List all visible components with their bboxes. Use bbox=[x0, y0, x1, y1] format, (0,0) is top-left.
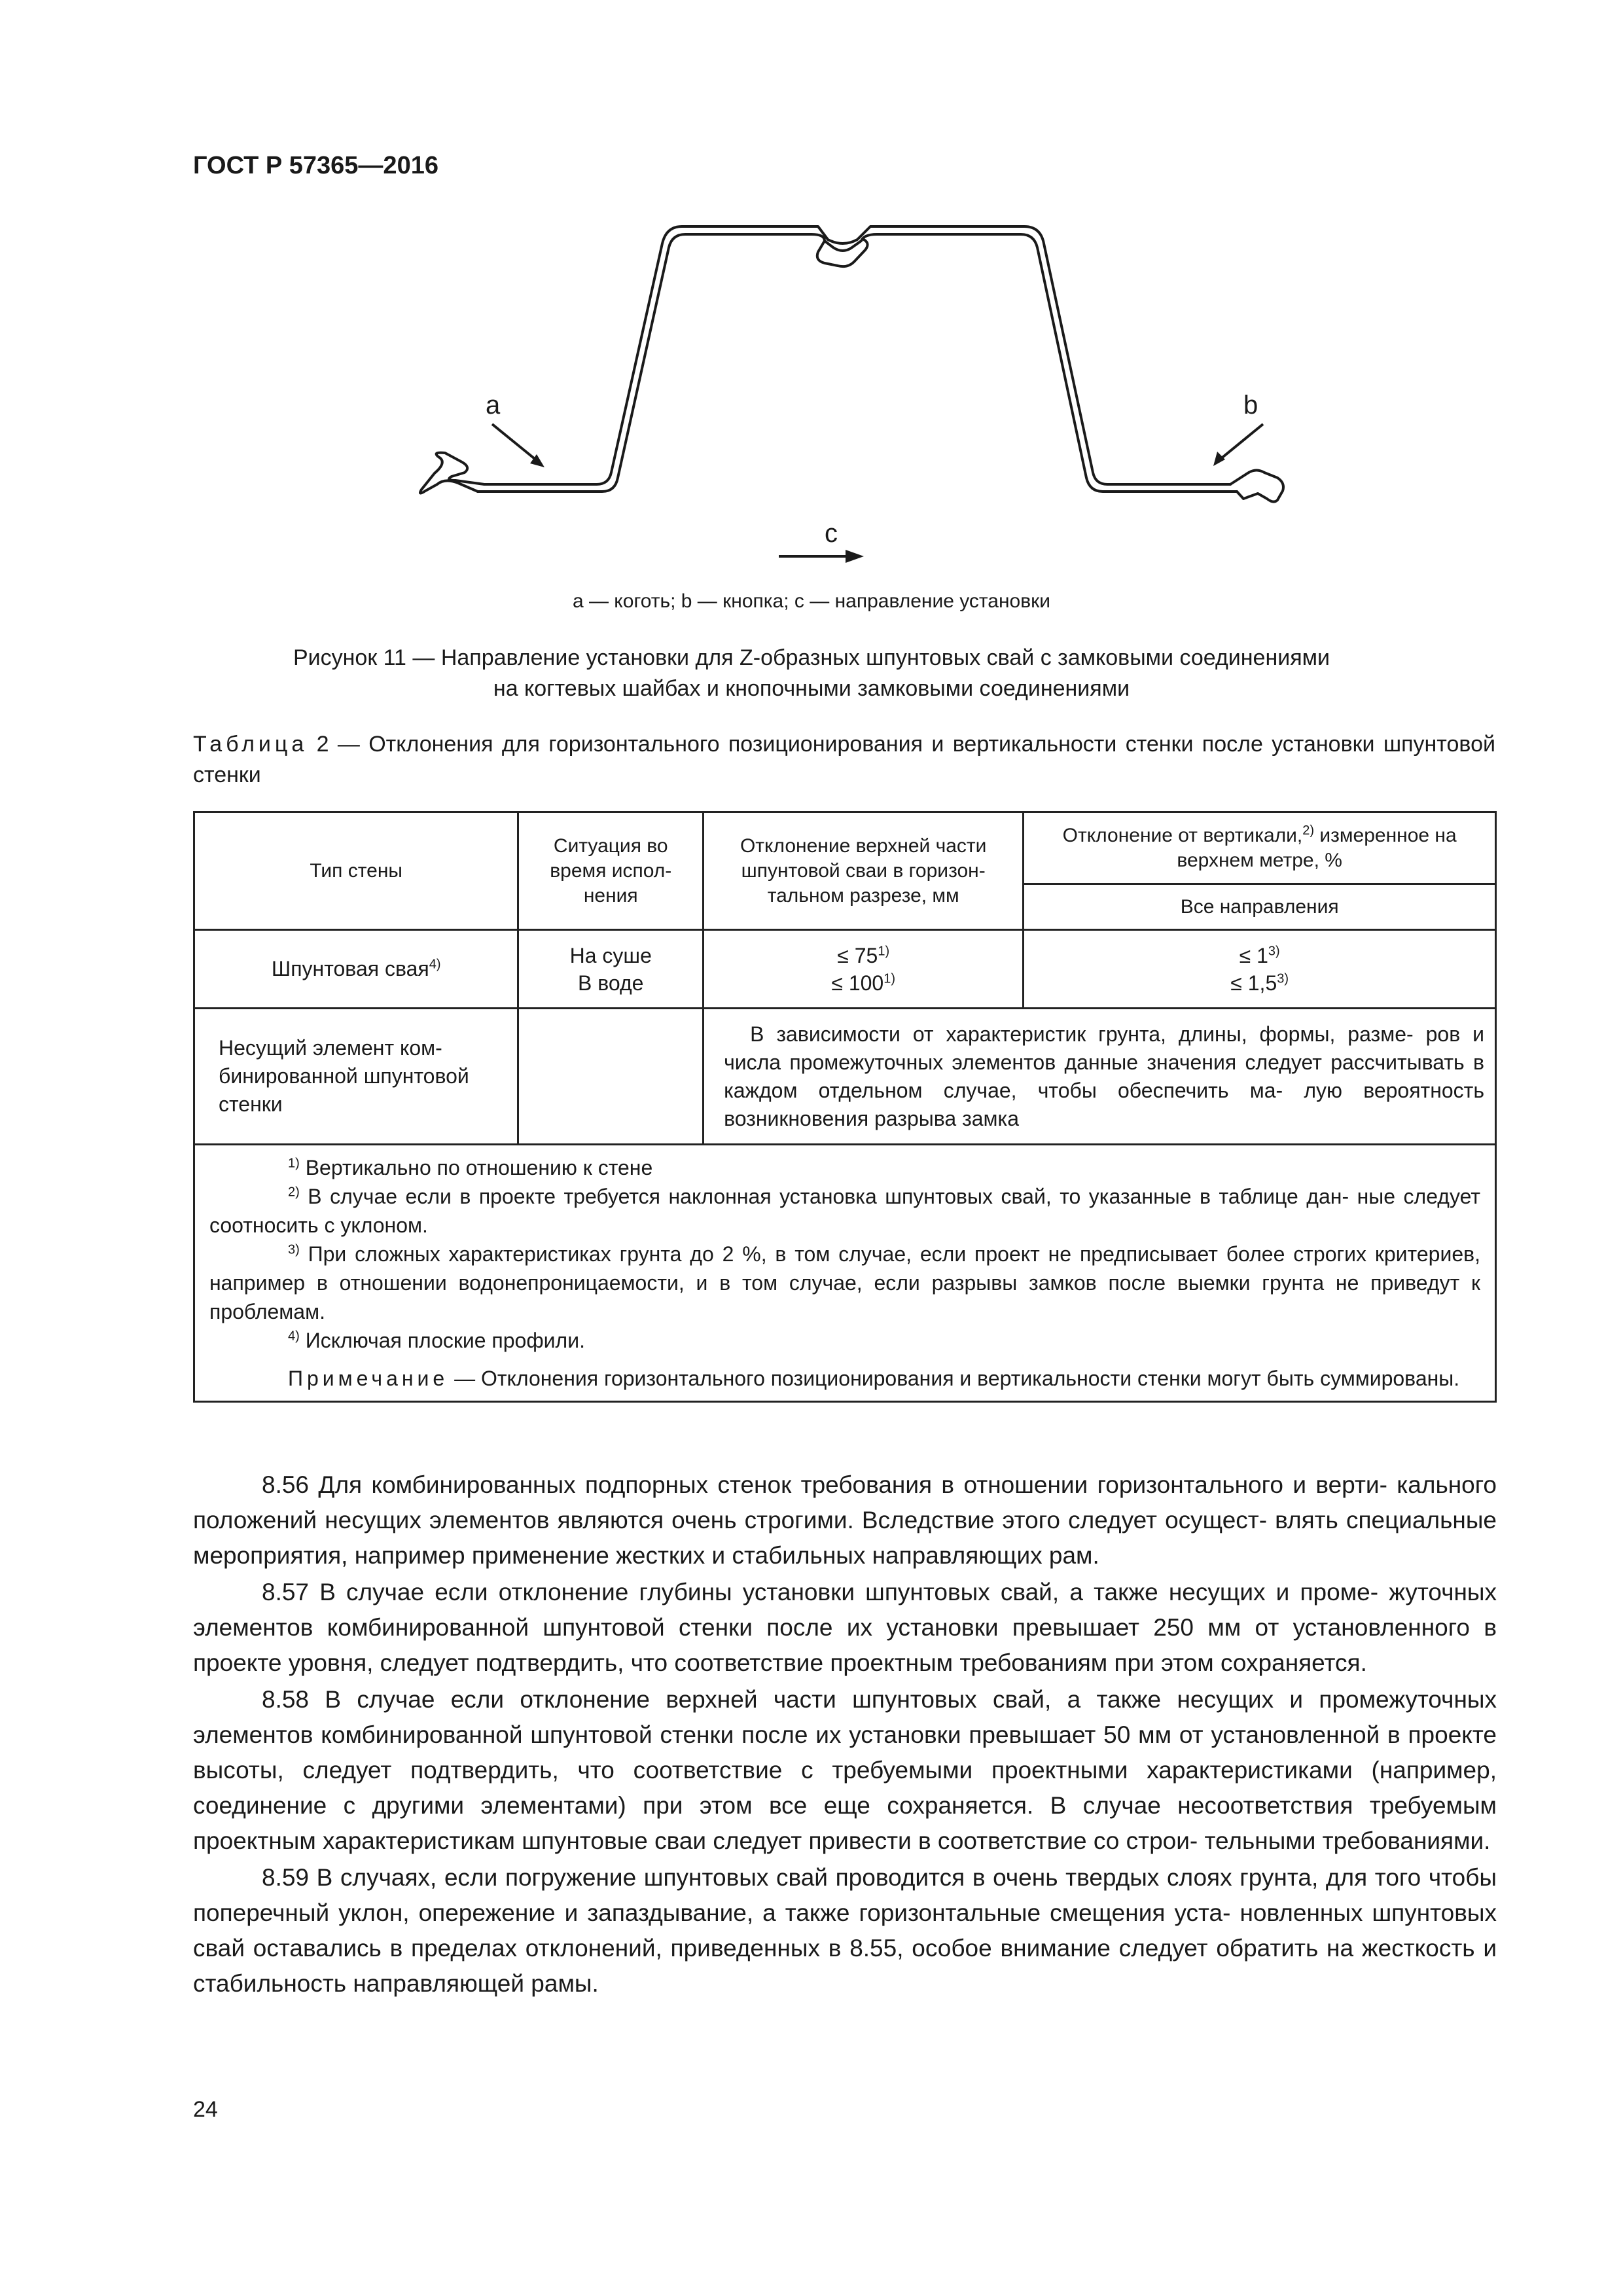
row1-top-2 bbox=[704, 969, 1022, 997]
table-note bbox=[209, 1364, 1480, 1393]
label-a: a bbox=[486, 391, 501, 420]
row1-top-2-text: ≤ 100 bbox=[831, 971, 884, 995]
arrow-a-line bbox=[492, 424, 538, 461]
row1-vert-1 bbox=[1024, 942, 1495, 969]
paragraph-8-58: 8.58 В случае если отклонение верхней части шпунтовых свай, а также несущих и промежуточных элементов комбинированной шпунтовой стенки после их установки превышает 50 мм от установленной в проекте высоты, следует подтвердить, что соответствие с требуемыми проектными характеристиками (например, соединение с другими элементами) при этом все еще сохраняется. В случае несоответствия требуемым проектным характеристикам шпунтовые сваи следует привести в соответствие со строи- тельными требованиями. bbox=[193, 1686, 1497, 1854]
footnote-3-text: При сложных характеристиках грунта до 2 %, в том случае, если проект не предписывает более строгих критериев, например в отношении водонепроницаемости, и в том случае, если разрывы замков после выемки грунта не приведут к проблемам. bbox=[209, 1242, 1480, 1323]
footnote-1 bbox=[209, 1153, 1480, 1182]
body-text bbox=[193, 1467, 1497, 2003]
row1-vert-1-sup: 3) bbox=[1268, 943, 1280, 958]
row2-merged-text: В зависимости от характеристик грунта, длины, формы, разме- ров и числа промежуточных элементов данные значения следует рассчитывать в каждом отдельном случае, чтобы обеспечить ма- лую вероятность возникновения разрыва замка bbox=[704, 1009, 1496, 1145]
footnote-1-text: Вертикально по отношению к стене bbox=[299, 1156, 653, 1179]
deviations-table bbox=[193, 811, 1497, 1403]
row1-vertical bbox=[1024, 930, 1496, 1009]
figure-caption bbox=[0, 643, 1623, 704]
footnote-2-mark: 2) bbox=[288, 1185, 300, 1200]
table-note-label: Примечание bbox=[288, 1367, 449, 1390]
header-vertical-main: Отклонение от вертикали, bbox=[1062, 824, 1303, 846]
sheet-pile-figure bbox=[366, 216, 1387, 569]
footnote-2 bbox=[209, 1182, 1480, 1240]
footnote-2-text: В случае если в проекте требуется наклонная установка шпунтовых свай, то указанные в таблице дан- ные следует соотносить с уклоном. bbox=[209, 1185, 1480, 1237]
label-c: c bbox=[825, 519, 838, 548]
label-b: b bbox=[1243, 391, 1258, 420]
row1-vert-2-sup: 3) bbox=[1277, 971, 1289, 986]
figure-legend: а — коготь; b — кнопка; с — направление установки bbox=[572, 590, 1051, 612]
header-wall-type: Тип стены bbox=[194, 812, 518, 930]
table-note-text: — Отклонения горизонтального позиционирования и вертикальности стенки могут быть суммированы. bbox=[448, 1367, 1460, 1390]
row1-situation-2: В воде bbox=[578, 971, 644, 995]
row1-situation-1: На суше bbox=[569, 943, 652, 967]
row1-top-2-sup: 1) bbox=[883, 971, 896, 986]
row1-top-deviation bbox=[704, 930, 1024, 1009]
sheet-pile-profile-outer bbox=[478, 234, 1237, 492]
row1-top-1-text: ≤ 75 bbox=[837, 943, 878, 967]
table-footnotes-row bbox=[194, 1145, 1496, 1402]
paragraph-8-56: 8.56 Для комбинированных подпорных стенок требования в отношении горизонтального и верти- кального положений несущих элементов являются очень строгими. Вследствие этого следует осущест- влять специальные мероприятия, например применение жестких и стабильных направляющих рам. bbox=[193, 1471, 1497, 1569]
header-vertical-rest: измеренное на верхнем метре, % bbox=[1177, 824, 1457, 871]
arrow-b-line bbox=[1220, 424, 1263, 459]
page-number: 24 bbox=[193, 2097, 218, 2122]
figure-caption-line2: на когтевых шайбах и кнопочными замковыми соединениями bbox=[493, 676, 1130, 701]
header-all-directions: Все направления bbox=[1024, 884, 1496, 930]
table-row bbox=[194, 930, 1496, 1009]
footnote-1-mark: 1) bbox=[288, 1156, 300, 1171]
header-vertical-sup: 2) bbox=[1302, 823, 1315, 838]
row1-vert-2-text: ≤ 1,5 bbox=[1230, 971, 1277, 995]
figure-caption-line1: Рисунок 11 — Направление установки для Z-образных шпунтовых свай с замковыми соединениями bbox=[293, 645, 1330, 670]
row1-vert-2 bbox=[1024, 969, 1495, 997]
footnote-3-mark: 3) bbox=[288, 1242, 300, 1257]
table-header-row bbox=[194, 812, 1496, 884]
paragraph-8-59: 8.59 В случаях, если погружение шпунтовых свай проводится в очень твердых слоях грунта, для того чтобы поперечный уклон, опережение и запаздывание, а также горизонтальные смещения уста- новленных шпунтовых свай оставались в пределах отклонений, приведенных в 8.55, особое внимание следует обратить на жесткость и стабильность направляющей рамы. bbox=[193, 1864, 1497, 1997]
arrow-b-head bbox=[1213, 452, 1225, 466]
button-shape bbox=[1230, 471, 1283, 502]
row1-top-1-sup: 1) bbox=[878, 943, 890, 958]
claw-shape bbox=[420, 453, 484, 493]
row1-wall-type bbox=[194, 930, 518, 1009]
header-top-deviation: Отклонение верхней части шпунтовой сваи в горизон- тальном разрезе, мм bbox=[704, 812, 1024, 930]
row1-vert-1-text: ≤ 1 bbox=[1239, 943, 1268, 967]
row2-wall-type: Несущий элемент ком- бинированной шпунтовой стенки bbox=[194, 1009, 518, 1145]
table-row bbox=[194, 1009, 1496, 1145]
footnote-4-text: Исключая плоские профили. bbox=[299, 1329, 585, 1352]
row1-situation bbox=[518, 930, 704, 1009]
table-caption-text: 2 — Отклонения для горизонтального позиционирования и вертикальности стенки после установки шпунтовой стенки bbox=[193, 732, 1495, 787]
table-footnotes bbox=[194, 1145, 1496, 1402]
sheet-pile-profile-inner bbox=[484, 226, 1230, 484]
header-situation: Ситуация во время испол- нения bbox=[518, 812, 704, 930]
table-caption bbox=[193, 729, 1495, 791]
row1-wall-type-sup: 4) bbox=[429, 957, 441, 972]
footnote-4 bbox=[209, 1326, 1480, 1355]
document-header: ГОСТ Р 57365—2016 bbox=[193, 152, 438, 179]
row1-top-1 bbox=[704, 942, 1022, 969]
row2-situation-empty bbox=[518, 1009, 704, 1145]
footnote-3 bbox=[209, 1240, 1480, 1326]
table-caption-label: Таблица bbox=[193, 732, 308, 757]
arrow-c-head bbox=[846, 550, 864, 563]
row1-wall-type-text: Шпунтовая свая bbox=[271, 957, 429, 980]
paragraph-8-57: 8.57 В случае если отклонение глубины установки шпунтовых свай, а также несущих и проме- жуточных элементов комбинированной шпунтовой стенки после их установки превышает 250 мм от установленного в проекте уровня, следует подтвердить, что соответствие проектным требованиям при этом сохраняется. bbox=[193, 1579, 1497, 1676]
footnote-4-mark: 4) bbox=[288, 1329, 300, 1344]
header-vertical-deviation bbox=[1024, 812, 1496, 884]
